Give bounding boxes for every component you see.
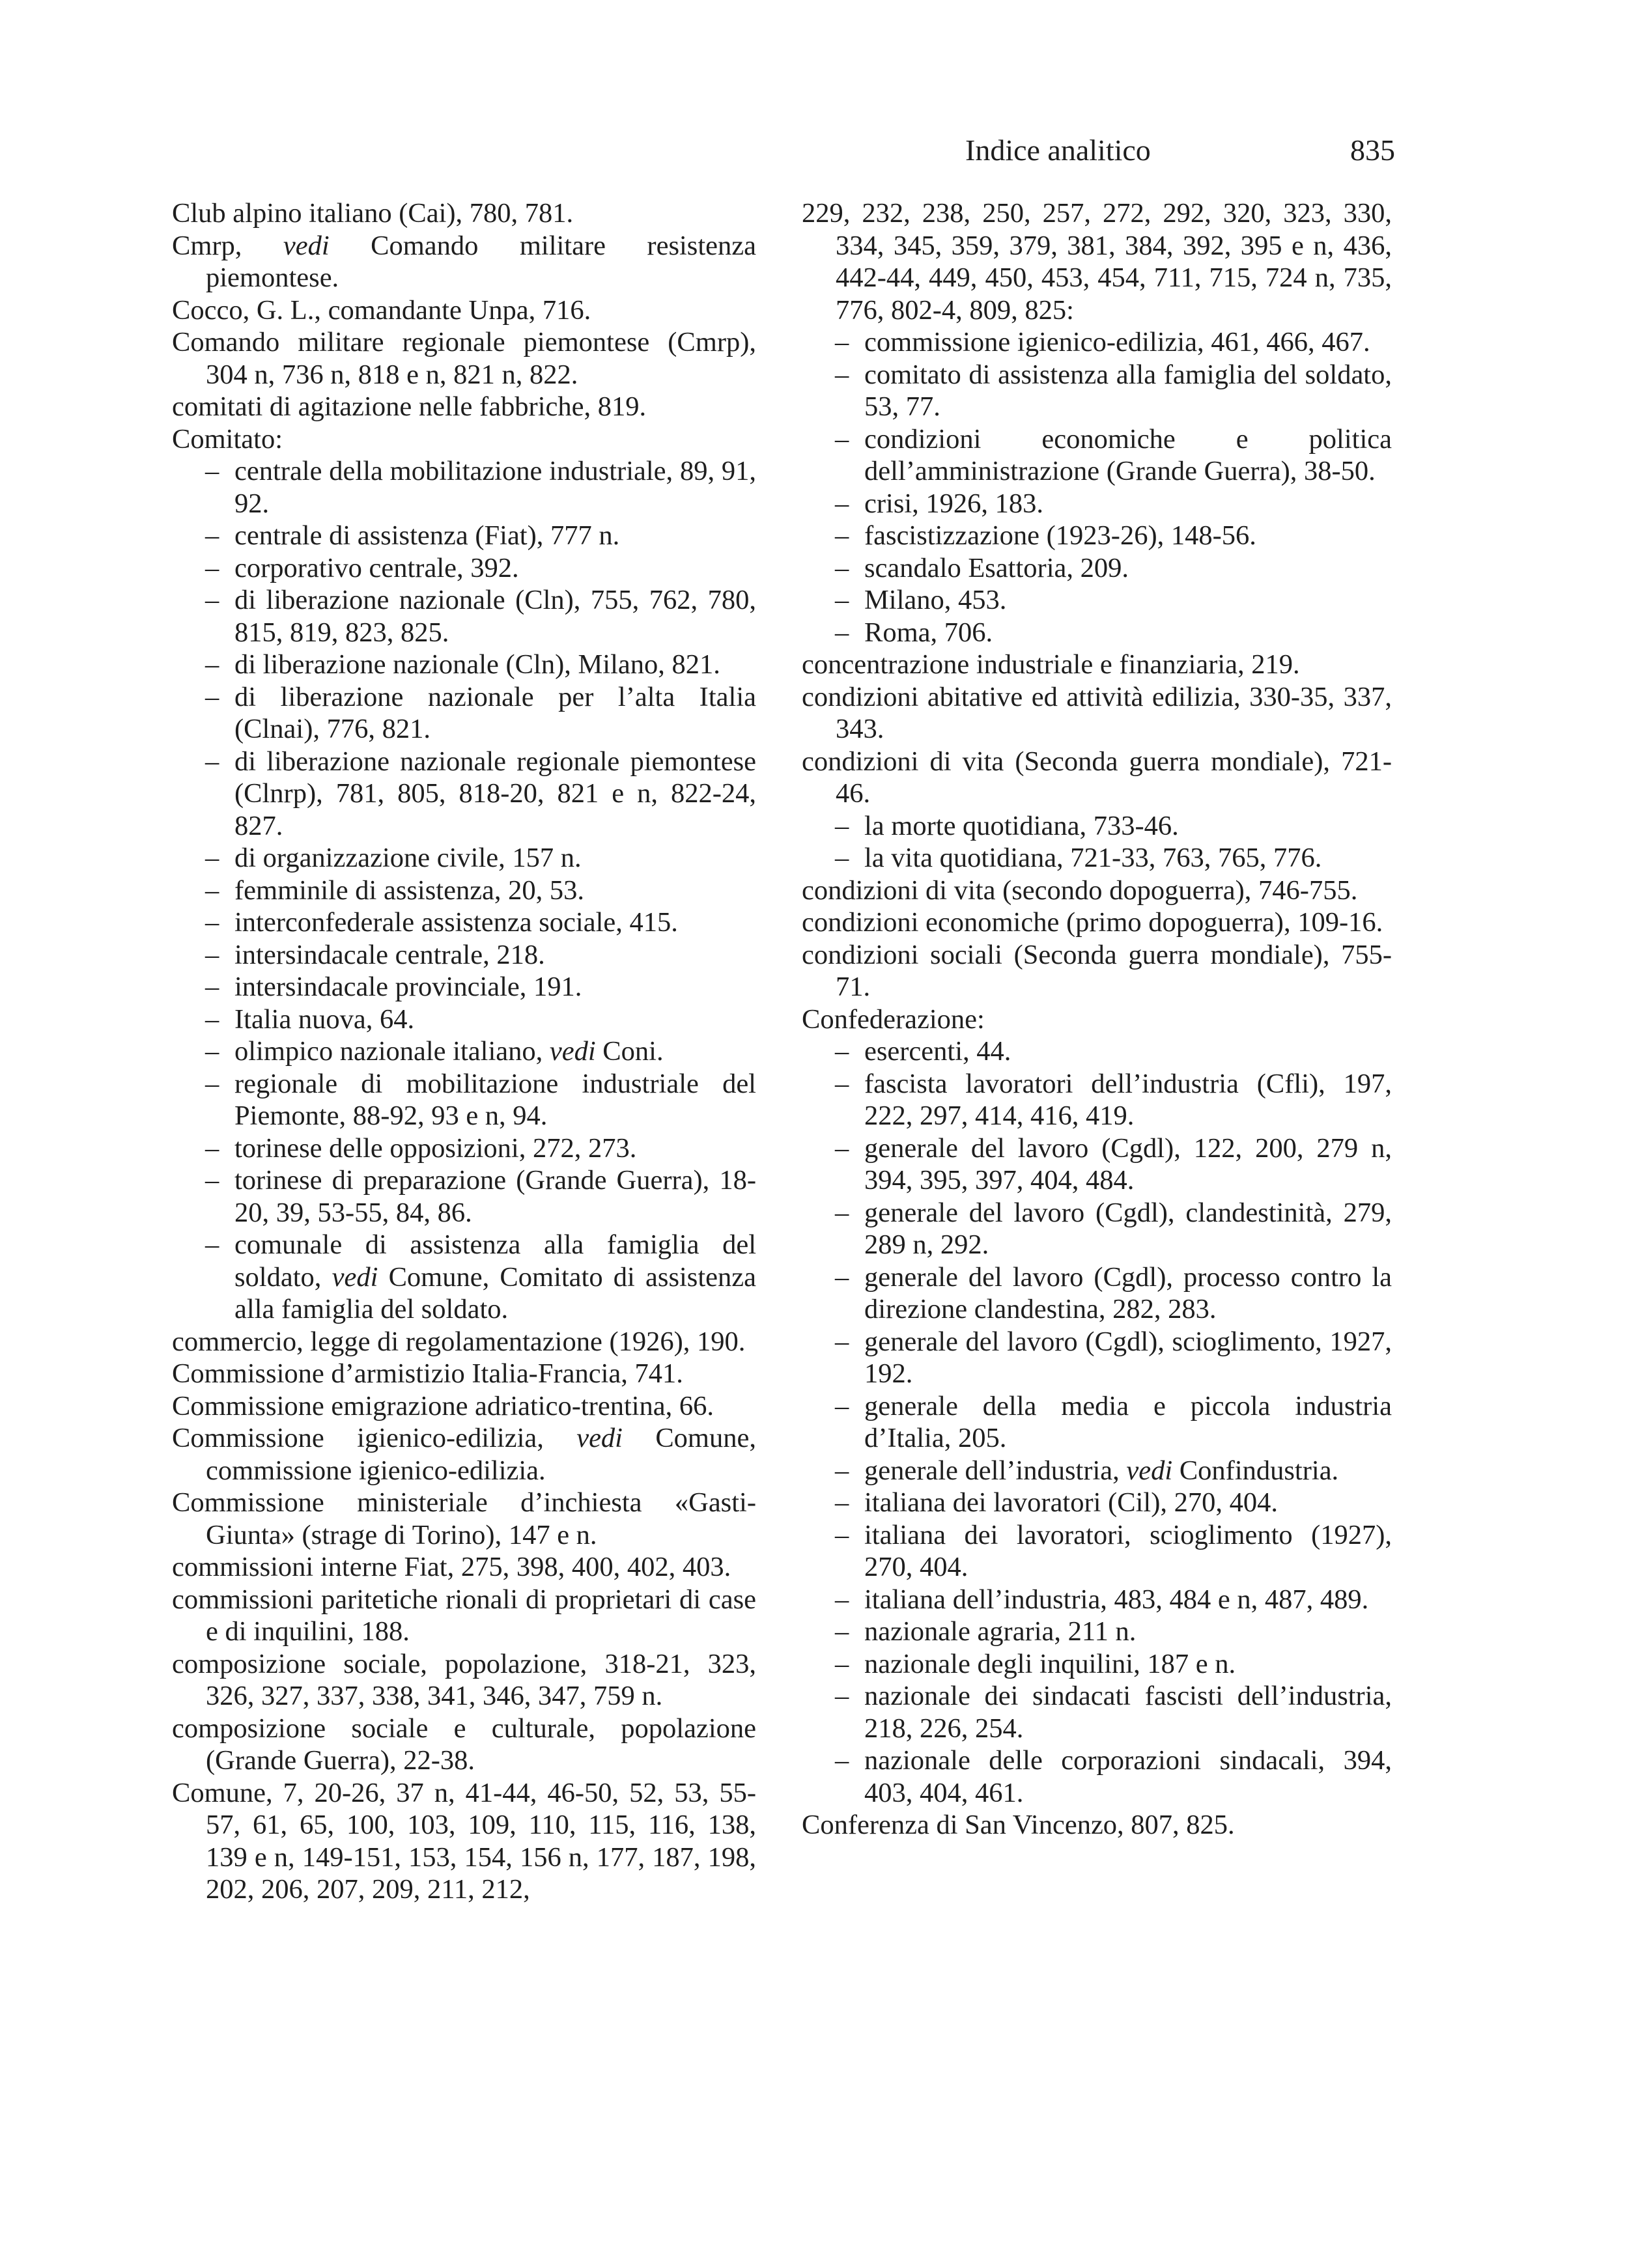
subentry-dash: –: [835, 552, 849, 583]
subentry-dash: –: [205, 1165, 219, 1196]
index-entry: [172, 423, 756, 456]
index-subentry: [172, 1003, 756, 1036]
index-subentry: [802, 584, 1392, 617]
subentry-dash: –: [835, 327, 849, 357]
subentry-dash: –: [205, 456, 219, 486]
subentry-dash: –: [835, 1487, 849, 1518]
subentry-dash: –: [835, 1036, 849, 1067]
entry-text: Milano, 453.: [864, 585, 1007, 615]
subentry-dash: –: [835, 1648, 849, 1679]
entry-text: commissioni interne Fiat, 275, 398, 400, 402, 403.: [172, 1552, 731, 1582]
subentry-dash: –: [205, 907, 219, 938]
entry-text: la vita quotidiana, 721-33, 763, 765, 776.: [864, 843, 1322, 873]
entry-text: generale del lavoro (Cgdl), 122, 200, 279 n, 394, 395, 397, 404, 484.: [864, 1132, 1392, 1196]
subentry-dash: –: [205, 1132, 219, 1164]
entry-text: regionale di mobilitazione industriale del Piemonte, 88-92, 93 e n, 94.: [234, 1068, 756, 1131]
entry-text: Cocco, G. L., comandante Unpa, 716.: [172, 294, 591, 326]
cross-reference-vedi: vedi: [576, 1423, 623, 1453]
entry-text: Cmrp,: [172, 230, 283, 261]
subentry-dash: –: [835, 488, 849, 519]
entry-text: Comando militare regionale piemontese (Cmrp), 304 n, 736 n, 818 e n, 821 n, 822.: [172, 327, 756, 390]
entry-text: Club alpino italiano (Cai), 780, 781.: [172, 198, 574, 229]
subentry-dash: –: [835, 423, 849, 455]
index-subentry: [802, 1680, 1392, 1744]
subentry-dash: –: [835, 1197, 849, 1228]
entry-text: condizioni economiche e politica dell’amministrazione (Grande Guerra), 38-50.: [864, 423, 1392, 486]
page-number: 835: [1350, 133, 1395, 167]
entry-text: italiana dei lavoratori (Cil), 270, 404.: [864, 1487, 1278, 1518]
index-entry: [802, 875, 1392, 907]
entry-text: nazionale delle corporazioni sindacali, 394, 403, 404, 461.: [864, 1745, 1392, 1808]
index-column-left: [172, 197, 756, 1906]
index-entry: [802, 1809, 1392, 1841]
entry-text: scandalo Esattoria, 209.: [864, 552, 1129, 583]
entry-text: 229, 232, 238, 250, 257, 272, 292, 320, 323, 330, 334, 345, 359, 379, 381, 384, 392, 395 e n, 436, 442-44, 449, 450, 453, 454, 711, 715, 724 n, 735, 776, 802-4, 809, 825:: [802, 198, 1392, 326]
index-entry: [172, 1648, 756, 1713]
index-subentry: [172, 1229, 756, 1326]
index-subentry: [172, 842, 756, 875]
index-subentry: [802, 1390, 1392, 1455]
header-title: Indice analitico: [965, 133, 1151, 167]
index-subentry: [802, 326, 1392, 359]
subentry-dash: –: [205, 1036, 219, 1067]
entry-text: di liberazione nazionale regionale piemontese (Clnrp), 781, 805, 818-20, 821 e n, 822-24, 827.: [234, 746, 756, 841]
index-entry: [172, 391, 756, 423]
entry-text: Commissione igienico-edilizia,: [172, 1423, 577, 1453]
entry-text: Confindustria.: [1172, 1455, 1339, 1486]
subentry-dash: –: [205, 1068, 219, 1099]
index-entry: [802, 746, 1392, 810]
entry-text: Confederazione:: [802, 1003, 985, 1035]
index-subentry: [172, 875, 756, 907]
index-subentry: [802, 1261, 1392, 1326]
index-subentry: [172, 746, 756, 843]
entry-text: Comune, commissione igienico-edilizia.: [206, 1423, 756, 1486]
entry-text: esercenti, 44.: [864, 1036, 1011, 1067]
entry-text: composizione sociale, popolazione, 318-21, 323, 326, 327, 337, 338, 341, 346, 347, 759 n.: [172, 1648, 756, 1711]
index-subentry: [802, 1132, 1392, 1197]
entry-text: Commissione ministeriale d’inchiesta «Gasti-Giunta» (strage di Torino), 147 e n.: [172, 1487, 756, 1550]
index-subentry: [172, 1035, 756, 1068]
subentry-dash: –: [835, 1519, 849, 1550]
index-subentry: [172, 520, 756, 552]
subentry-dash: –: [835, 1132, 849, 1164]
entry-text: di liberazione nazionale (Cln), 755, 762, 780, 815, 819, 823, 825.: [234, 585, 756, 648]
entry-text: Commissione emigrazione adriatico-trentina, 66.: [172, 1390, 714, 1421]
index-entry: [172, 197, 756, 230]
entry-text: intersindacale provinciale, 191.: [234, 972, 582, 1002]
entry-text: centrale della mobilitazione industriale, 89, 91, 92.: [234, 456, 756, 519]
subentry-dash: –: [205, 875, 219, 906]
entry-text: Comitato:: [172, 423, 283, 455]
index-subentry: [172, 455, 756, 520]
index-subentry: [802, 1068, 1392, 1132]
entry-text: Comune, Comitato di assistenza alla famiglia del soldato.: [234, 1261, 756, 1324]
index-entry: [802, 1003, 1392, 1036]
entry-text: intersindacale centrale, 218.: [234, 939, 545, 970]
index-subentry: [802, 552, 1392, 585]
subentry-dash: –: [835, 1390, 849, 1421]
entry-text: comitato di assistenza alla famiglia del soldato, 53, 77.: [864, 359, 1392, 422]
entry-text: condizioni sociali (Seconda guerra mondiale), 755-71.: [802, 939, 1392, 1002]
entry-text: composizione sociale e culturale, popolazione (Grande Guerra), 22-38.: [172, 1713, 756, 1776]
entry-text: condizioni di vita (Seconda guerra mondiale), 721-46.: [802, 746, 1392, 809]
entry-text: crisi, 1926, 183.: [864, 488, 1044, 519]
entry-text: la morte quotidiana, 733-46.: [864, 810, 1179, 841]
index-subentry: [172, 552, 756, 585]
index-subentry: [802, 1584, 1392, 1616]
subentry-dash: –: [835, 617, 849, 648]
index-entry: [172, 294, 756, 327]
index-subentry: [172, 1164, 756, 1229]
index-subentry: [172, 939, 756, 972]
index-subentry: [802, 1519, 1392, 1584]
index-subentry: [802, 810, 1392, 843]
index-subentry: [802, 1487, 1392, 1519]
index-subentry: [802, 423, 1392, 488]
index-subentry: [802, 520, 1392, 552]
subentry-dash: –: [835, 843, 849, 873]
entry-text: centrale di assistenza (Fiat), 777 n.: [234, 520, 620, 551]
index-subentry: [802, 359, 1392, 423]
index-subentry: [802, 1197, 1392, 1261]
cross-reference-vedi: vedi: [332, 1261, 378, 1293]
entry-text: Comando militare resistenza piemontese.: [206, 230, 756, 293]
index-entry: [172, 1777, 756, 1906]
cross-reference-vedi: vedi: [549, 1036, 596, 1067]
subentry-dash: –: [205, 649, 219, 680]
subentry-dash: –: [205, 1229, 219, 1260]
subentry-dash: –: [205, 939, 219, 970]
subentry-dash: –: [835, 520, 849, 551]
subentry-dash: –: [205, 520, 219, 551]
entry-text: generale della media e piccola industria d’Italia, 205.: [864, 1390, 1392, 1453]
entry-text: generale del lavoro (Cgdl), scioglimento, 1927, 192.: [864, 1326, 1392, 1389]
entry-text: nazionale dei sindacati fascisti dell’industria, 218, 226, 254.: [864, 1681, 1392, 1744]
index-subentry: [172, 681, 756, 746]
entry-text: di organizzazione civile, 157 n.: [234, 843, 582, 873]
entry-text: concentrazione industriale e finanziaria, 219.: [802, 649, 1300, 680]
index-subentry: [802, 1326, 1392, 1390]
subentry-dash: –: [835, 810, 849, 841]
index-entry: [172, 230, 756, 294]
subentry-dash: –: [835, 1745, 849, 1776]
entry-text: generale del lavoro (Cgdl), processo contro la direzione clandestina, 282, 283.: [864, 1261, 1392, 1324]
entry-text: nazionale degli inquilini, 187 e n.: [864, 1648, 1236, 1679]
entry-text: condizioni abitative ed attività edilizia, 330-35, 337, 343.: [802, 681, 1392, 744]
index-subentry: [802, 1648, 1392, 1681]
index-entry: [172, 1390, 756, 1423]
subentry-dash: –: [205, 746, 219, 777]
subentry-dash: –: [835, 1584, 849, 1615]
entry-text: comitati di agitazione nelle fabbriche, 819.: [172, 391, 647, 422]
index-entry: [802, 906, 1392, 939]
entry-text: nazionale agraria, 211 n.: [864, 1616, 1137, 1647]
index-subentry: [802, 488, 1392, 520]
index-entry: [802, 939, 1392, 1003]
entry-text: Coni.: [595, 1036, 664, 1067]
subentry-dash: –: [835, 1261, 849, 1293]
entry-text: Commissione d’armistizio Italia-Francia, 741.: [172, 1358, 683, 1389]
index-subentry: [172, 1068, 756, 1132]
subentry-dash: –: [835, 1068, 849, 1099]
entry-text: commissioni paritetiche rionali di proprietari di case e di inquilini, 188.: [172, 1584, 756, 1647]
subentry-dash: –: [835, 359, 849, 390]
subentry-dash: –: [205, 972, 219, 1002]
index-subentry: [802, 842, 1392, 875]
index-entry: [172, 1551, 756, 1584]
entry-text: condizioni di vita (secondo dopoguerra), 746-755.: [802, 875, 1358, 906]
entry-text: di liberazione nazionale per l’alta Italia (Clnai), 776, 821.: [234, 681, 756, 744]
subentry-dash: –: [205, 843, 219, 873]
entry-text: italiana dei lavoratori, scioglimento (1927), 270, 404.: [864, 1519, 1392, 1582]
entry-text: italiana dell’industria, 483, 484 e n, 487, 489.: [864, 1584, 1369, 1615]
index-subentry: [172, 906, 756, 939]
index-subentry: [172, 649, 756, 681]
entry-text: generale dell’industria,: [864, 1455, 1127, 1486]
index-entry: [172, 1713, 756, 1777]
entry-text: Italia nuova, 64.: [234, 1003, 415, 1035]
subentry-dash: –: [205, 681, 219, 712]
entry-text: interconfederale assistenza sociale, 415.: [234, 907, 678, 938]
entry-text: Roma, 706.: [864, 617, 993, 648]
entry-text: corporativo centrale, 392.: [234, 552, 519, 583]
index-entry: [172, 1422, 756, 1487]
index-subentry: [802, 1035, 1392, 1068]
subentry-dash: –: [835, 1681, 849, 1711]
entry-text: commissione igienico-edilizia, 461, 466, 467.: [864, 327, 1370, 357]
index-entry: [802, 197, 1392, 326]
entry-text: Conferenza di San Vincenzo, 807, 825.: [802, 1810, 1235, 1840]
index-subentry: [172, 971, 756, 1003]
index-entry: [172, 326, 756, 391]
entry-text: di liberazione nazionale (Cln), Milano, 821.: [234, 649, 720, 680]
subentry-dash: –: [205, 1003, 219, 1035]
entry-text: fascistizzazione (1923-26), 148-56.: [864, 520, 1256, 551]
entry-text: condizioni economiche (primo dopoguerra), 109-16.: [802, 907, 1383, 938]
entry-text: olimpico nazionale italiano,: [234, 1036, 550, 1067]
subentry-dash: –: [205, 552, 219, 583]
index-entry: [802, 649, 1392, 681]
subentry-dash: –: [835, 1455, 849, 1486]
entry-text: comunale di assistenza alla famiglia del soldato,: [234, 1229, 756, 1293]
subentry-dash: –: [835, 1616, 849, 1647]
running-header: [965, 128, 1395, 173]
cross-reference-vedi: vedi: [283, 230, 330, 261]
entry-text: fascista lavoratori dell’industria (Cfli), 197, 222, 297, 414, 416, 419.: [864, 1068, 1392, 1131]
index-subentry: [172, 584, 756, 649]
subentry-dash: –: [835, 585, 849, 615]
entry-text: Comune, 7, 20-26, 37 n, 41-44, 46-50, 52, 53, 55-57, 61, 65, 100, 103, 109, 110, 115, 116, 138, 139 e n, 149-151, 153, 154, 156 n, 177, 187, 198, 202, 206, 207, 209, 211, 212,: [172, 1777, 756, 1905]
index-subentry: [802, 1616, 1392, 1648]
index-entry: [802, 681, 1392, 746]
cross-reference-vedi: vedi: [1126, 1455, 1173, 1486]
entry-text: torinese di preparazione (Grande Guerra), 18-20, 39, 53-55, 84, 86.: [234, 1165, 756, 1228]
index-entry: [172, 1326, 756, 1358]
entry-text: generale del lavoro (Cgdl), clandestinità, 279, 289 n, 292.: [864, 1197, 1392, 1260]
index-entry: [172, 1487, 756, 1551]
index-subentry: [172, 1132, 756, 1165]
index-subentry: [802, 617, 1392, 649]
subentry-dash: –: [835, 1326, 849, 1357]
entry-text: femminile di assistenza, 20, 53.: [234, 875, 585, 906]
entry-text: torinese delle opposizioni, 272, 273.: [234, 1132, 637, 1164]
subentry-dash: –: [205, 585, 219, 615]
index-column-right: [802, 197, 1392, 1841]
index-subentry: [802, 1455, 1392, 1487]
entry-text: commercio, legge di regolamentazione (1926), 190.: [172, 1326, 746, 1357]
index-entry: [172, 1358, 756, 1390]
index-entry: [172, 1584, 756, 1648]
index-subentry: [802, 1744, 1392, 1809]
